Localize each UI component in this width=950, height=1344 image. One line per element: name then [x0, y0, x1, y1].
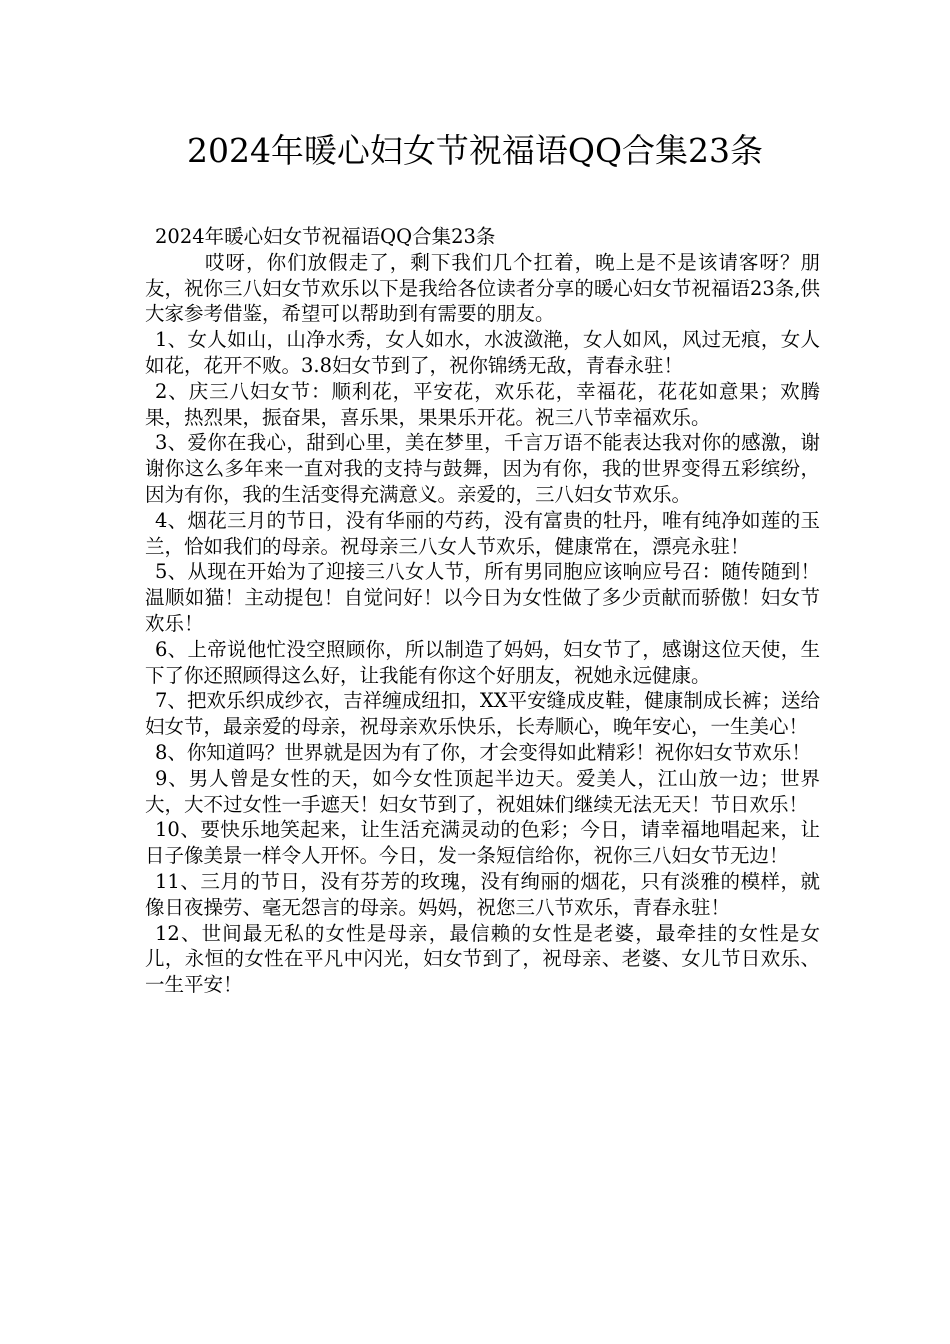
list-item: 7、把欢乐织成纱衣，吉祥缠成纽扣，XX平安缝成皮鞋，健康制成长裤；送给妇女节，最亲爱的母亲，祝母亲欢乐快乐，长寿顺心，晚年安心，一生美心！ — [145, 689, 820, 739]
list-item: 1、女人如山，山净水秀，女人如水，水波潋滟，女人如风，风过无痕，女人如花，花开不败。3.8妇女节到了，祝你锦绣无敌，青春永驻！ — [145, 328, 820, 377]
list-item: 12、世间最无私的女性是母亲，最信赖的女性是老婆，最牵挂的女性是女儿，永恒的女性在平凡中闪光，妇女节到了，祝母亲、老婆、女儿节日欢乐、一生平安！ — [145, 921, 820, 997]
document-body — [145, 224, 820, 998]
document-subtitle: 2024年暖心妇女节祝福语QQ合集23条 — [155, 225, 496, 248]
list-item: 11、三月的节日，没有芬芳的玫瑰，没有绚丽的烟花，只有淡雅的模样，就像日夜操劳、毫无怨言的母亲。妈妈，祝您三八节欢乐，青春永驻！ — [145, 869, 820, 919]
document-title: 2024年暖心妇女节祝福语QQ合集23条 — [186, 131, 764, 170]
list-item: 6、上帝说他忙没空照顾你，所以制造了妈妈，妇女节了，感谢这位天使，生下了你还照顾得这么好，让我能有你这个好朋友，祝她永远健康。 — [145, 637, 820, 687]
list-item: 3、爱你在我心，甜到心里，美在梦里，千言万语不能表达我对你的感激，谢谢你这么多年来一直对我的支持与鼓舞，因为有你，我的世界变得五彩缤纷，因为有你，我的生活变得充满意义。亲爱的，三八妇女节欢乐。 — [145, 431, 820, 506]
list-item: 9、男人曾是女性的天，如今女性顶起半边天。爱美人，江山放一边；世界大，大不过女性一手遮天！妇女节到了，祝姐妹们继续无法无天！节日欢乐！ — [145, 766, 820, 816]
intro-paragraph: 哎呀，你们放假走了，剩下我们几个扛着，晚上是不是该请客呀？朋友，祝你三八妇女节欢乐以下是我给各位读者分享的暖心妇女节祝福语23条,供大家参考借鉴，希望可以帮助到有需要的朋友。 — [145, 250, 820, 326]
list-item: 2、庆三八妇女节：顺利花，平安花，欢乐花，幸福花，花花如意果；欢腾果，热烈果，振奋果，喜乐果，果果乐开花。祝三八节幸福欢乐。 — [145, 379, 820, 429]
list-item: 4、烟花三月的节日，没有华丽的芍药，没有富贵的牡丹，唯有纯净如莲的玉兰，恰如我们的母亲。祝母亲三八女人节欢乐，健康常在，漂亮永驻！ — [145, 508, 820, 558]
list-item: 8、你知道吗？世界就是因为有了你，才会变得如此精彩！祝你妇女节欢乐！ — [155, 740, 811, 764]
list-item: 10、要快乐地笑起来，让生活充满灵动的色彩；今日，请幸福地唱起来，让日子像美景一样令人开怀。今日，发一条短信给你，祝你三八妇女节无边！ — [145, 818, 820, 868]
list-item: 5、从现在开始为了迎接三八女人节，所有男同胞应该响应号召：随传随到！温顺如猫！主动提包！自觉问好！以今日为女性做了多少贡献而骄傲！妇女节欢乐！ — [145, 560, 820, 635]
